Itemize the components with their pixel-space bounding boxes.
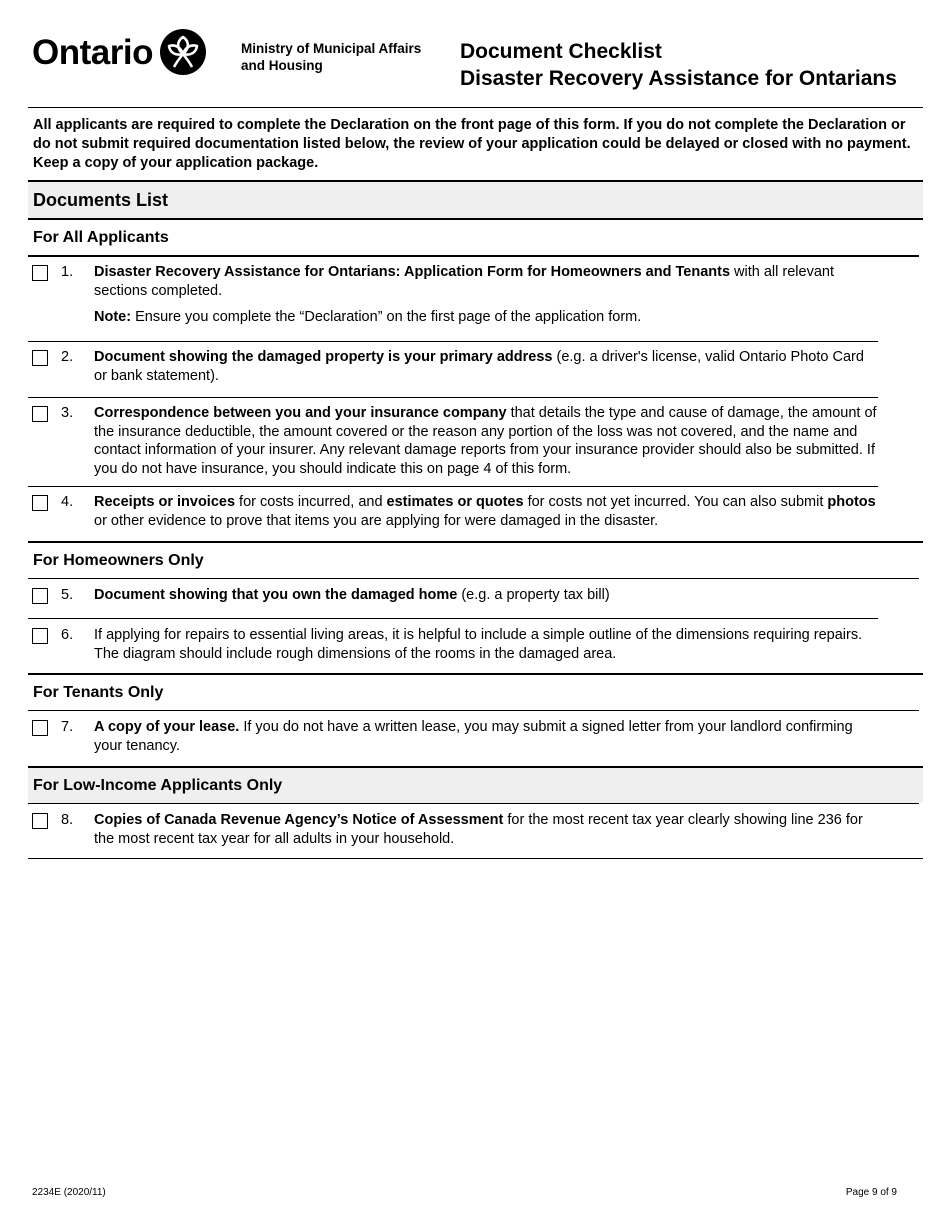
intro-instructions: All applicants are required to complete the Declaration on the front page of this form. If you do not complete the Declaration or do not submit required documentation listed below, the review of your application could be delayed or closed with no payment. Keep a copy of your application package. [28, 107, 923, 183]
divider [28, 618, 878, 619]
checkbox-item-6[interactable] [32, 628, 48, 644]
form-code: 2234E (2020/11) [32, 1187, 106, 1198]
section-all-applicants: For All Applicants [28, 218, 923, 255]
divider [28, 803, 919, 804]
divider [28, 486, 878, 487]
divider [28, 578, 919, 579]
document-title: Document Checklist Disaster Recovery Assistance for Ontarians [460, 40, 897, 90]
ontario-logo [32, 28, 207, 76]
divider [28, 858, 923, 859]
checkbox-item-3[interactable] [32, 406, 48, 422]
divider [28, 397, 878, 398]
divider [28, 341, 878, 342]
page-header [0, 0, 950, 105]
checkbox-item-5[interactable] [32, 588, 48, 604]
checkbox-item-2[interactable] [32, 350, 48, 366]
section-tenants: For Tenants Only [28, 673, 923, 710]
item-1-note: Note: Ensure you complete the “Declaration” on the first page of the application form. [94, 309, 642, 325]
ministry-name: Ministry of Municipal Affairs and Housing [241, 41, 422, 73]
section-low-income: For Low-Income Applicants Only [28, 766, 923, 803]
checkbox-item-1[interactable] [32, 265, 48, 281]
trillium-icon [159, 28, 207, 76]
logo-wordmark: Ontario [32, 32, 153, 72]
documents-list-heading: Documents List [28, 180, 923, 218]
page-number: Page 9 of 9 [845, 1187, 897, 1198]
checkbox-item-8[interactable] [32, 813, 48, 829]
checkbox-item-4[interactable] [32, 495, 48, 511]
checkbox-item-7[interactable] [32, 720, 48, 736]
divider [28, 255, 919, 257]
divider [28, 710, 919, 711]
section-homeowners: For Homeowners Only [28, 541, 923, 578]
